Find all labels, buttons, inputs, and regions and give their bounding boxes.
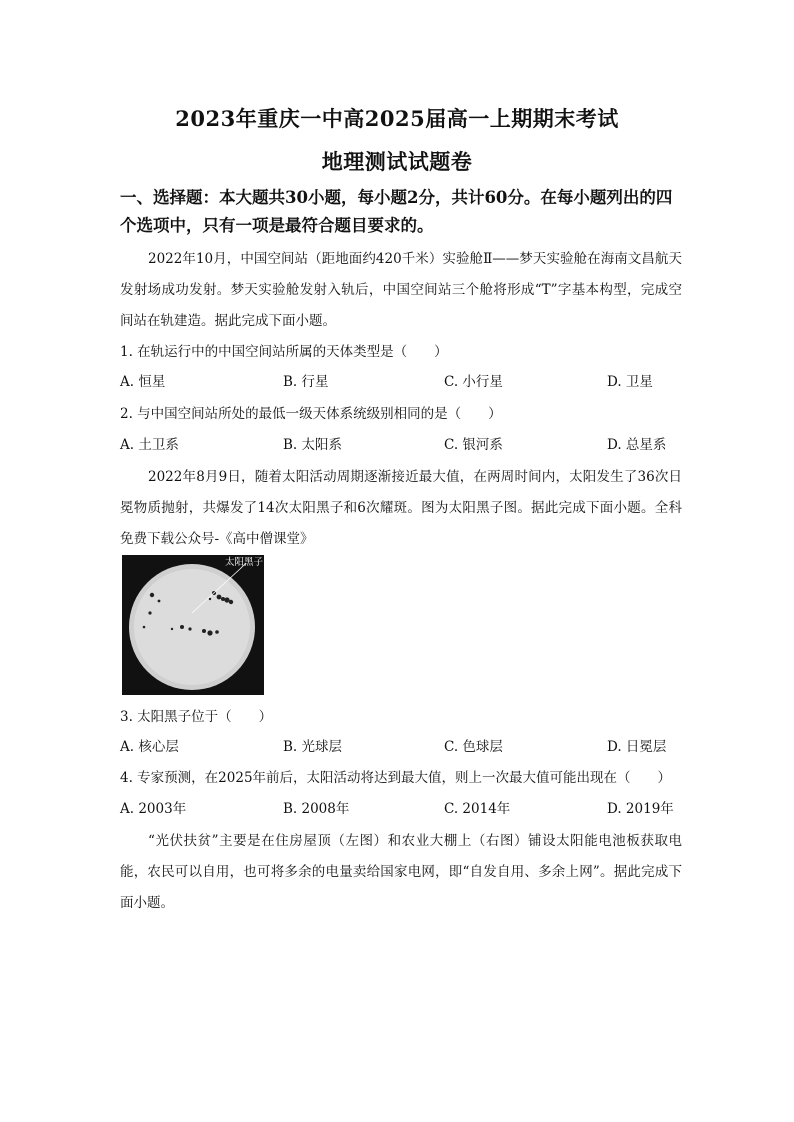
question-3-options bbox=[120, 736, 680, 758]
option-b[interactable]: B. 太阳系 bbox=[283, 437, 343, 453]
option-b[interactable]: B. 2008年 bbox=[283, 801, 350, 817]
question-3-stem: 3. 太阳黑子位于（ ） bbox=[120, 709, 273, 725]
option-d[interactable]: D. 日冕层 bbox=[607, 739, 667, 755]
option-c[interactable]: C. 小行星 bbox=[444, 374, 503, 390]
question-4-options bbox=[120, 798, 680, 820]
passage-3: “光伏扶贫”主要是在住房屋顶（左图）和农业大棚上（右图）铺设太阳能电池板获取电能，农民可以自用，也可将多余的电量卖给国家电网，即“自发自用、多余上网”。据此完成下面小题。 bbox=[120, 833, 682, 911]
option-b[interactable]: B. 行星 bbox=[283, 374, 329, 390]
option-d[interactable]: D. 2019年 bbox=[607, 801, 674, 817]
option-c[interactable]: C. 色球层 bbox=[444, 739, 503, 755]
option-b[interactable]: B. 光球层 bbox=[283, 739, 343, 755]
passage-2: 2022年8月9日，随着太阳活动周期逐渐接近最大值，在两周时间内，太阳发生了36次日冕物质抛射，共爆发了14次太阳黑子和6次耀斑。图为太阳黑子图。据此完成下面小题。全科免费下载公众号-《高中僧课堂》 bbox=[120, 469, 682, 547]
passage-1: 2022年10月，中国空间站（距地面约420千米）实验舱Ⅱ——梦天实验舱在海南文昌航天发射场成功发射。梦天实验舱发射入轨后，中国空间站三个舱将形成“T”字基本构型，完成空间站在轨建造。据此完成下面小题。 bbox=[120, 251, 682, 329]
question-2-stem: 2. 与中国空间站所处的最低一级天体系统级别相同的是（ ） bbox=[120, 406, 502, 422]
question-1-options bbox=[120, 371, 680, 393]
question-2-options bbox=[120, 434, 680, 456]
option-c[interactable]: C. 银河系 bbox=[444, 437, 503, 453]
option-a[interactable]: A. 土卫系 bbox=[120, 437, 179, 453]
option-d[interactable]: D. 卫星 bbox=[607, 374, 653, 390]
sunspot-label: 太阳黑子 bbox=[225, 557, 264, 568]
exam-subtitle: 地理测试试题卷 bbox=[321, 149, 473, 174]
sunspot-figure bbox=[122, 555, 264, 695]
question-1-stem: 1. 在轨运行中的中国空间站所属的天体类型是（ ） bbox=[120, 344, 448, 360]
exam-title: 2023年重庆一中高2025届高一上期期末考试 bbox=[175, 106, 619, 131]
option-c[interactable]: C. 2014年 bbox=[444, 801, 511, 817]
question-4-stem: 4. 专家预测，在2025年前后，太阳活动将达到最大值，则上一次最大值可能出现在（ ） bbox=[120, 770, 672, 786]
option-a[interactable]: A. 恒星 bbox=[120, 374, 166, 390]
option-d[interactable]: D. 总星系 bbox=[607, 437, 667, 453]
section-heading: 一、选择题：本大题共30小题，每小题2分，共计60分。在每小题列出的四个选项中，只有一项是最符合题目要求的。 bbox=[120, 188, 673, 235]
option-a[interactable]: A. 2003年 bbox=[120, 801, 187, 817]
sunspot-image bbox=[122, 555, 264, 695]
option-a[interactable]: A. 核心层 bbox=[120, 739, 179, 755]
